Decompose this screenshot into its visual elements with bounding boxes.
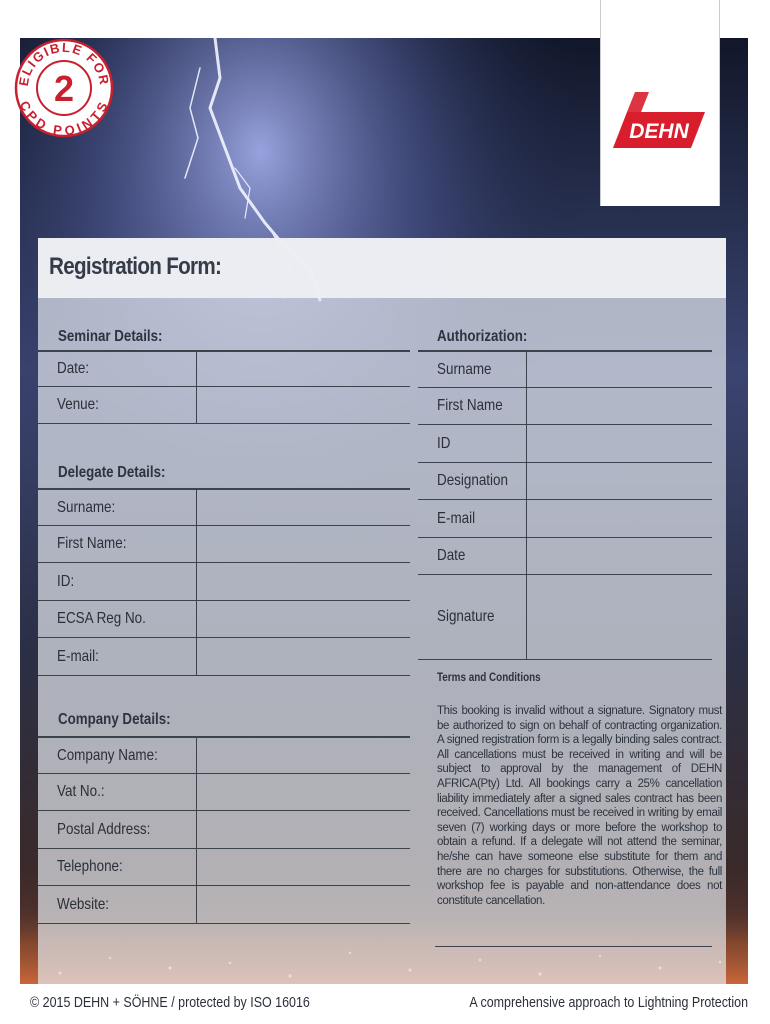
registration-form	[38, 238, 726, 984]
field-label: Vat No.:	[57, 783, 105, 800]
copyright-text: © 2015 DEHN + SÖHNE / protected by ISO 16016	[30, 995, 310, 1011]
delegate-details-title: Delegate Details:	[58, 464, 166, 481]
badge-top-text: ELIGIBLE FOR	[15, 39, 113, 88]
form-row-venue	[38, 387, 410, 424]
auth-row-id	[418, 425, 712, 463]
form-row-id	[38, 563, 410, 601]
badge-bottom-text: CPD POINTS	[16, 98, 112, 138]
auth-first-name-field[interactable]	[526, 388, 712, 424]
delegate-surname-field[interactable]	[196, 490, 410, 525]
form-title: Registration Form:	[49, 253, 222, 280]
logo-text: DEHN	[629, 120, 689, 143]
auth-row-signature	[418, 575, 712, 660]
delegate-id-field[interactable]	[196, 563, 410, 600]
field-label: E-mail:	[57, 647, 99, 665]
auth-id-field[interactable]	[526, 425, 712, 462]
postal-address-field[interactable]	[196, 811, 410, 848]
auth-date-field[interactable]	[526, 538, 712, 574]
form-row-surname	[38, 488, 410, 526]
terms-divider	[435, 946, 712, 947]
authorization-table	[418, 350, 712, 660]
date-field[interactable]	[196, 352, 410, 386]
field-label: Surname:	[57, 498, 116, 516]
signature-field[interactable]	[526, 575, 712, 659]
field-label: E-mail	[437, 509, 476, 527]
form-row-date	[38, 350, 410, 387]
form-row-postal-address	[38, 811, 410, 849]
authorization-title: Authorization:	[437, 328, 528, 345]
logo-panel	[600, 0, 720, 206]
seminar-details-title: Seminar Details:	[58, 328, 163, 345]
auth-row-surname	[418, 350, 712, 388]
cpd-points-badge	[14, 38, 114, 138]
terms-body: This booking is invalid without a signature. Signatory must be authorized to sign on behalf of contracting organization. A signed registration form is a legally binding sales contract. All cancellations must be received in writing and will be subject to approval by the management of DEHN AFRICA(Pty) Ltd. All bookings carry a 25% cancellation liability immediately after a signed sales contract has been received. Cancellations must be received in writing by email seven (7) working days or more before the workshop to obtain a refund. If a delegate will not attend the seminar, he/she can have someone else substitute for them and there are no charges for substitutions. Otherwise, the full workshop fee is payable and non-attendance does not constitute cancellation.	[437, 705, 722, 907]
designation-field[interactable]	[526, 463, 712, 499]
field-label: ID	[437, 434, 451, 452]
company-details-table	[38, 736, 410, 924]
form-row-company-name	[38, 736, 410, 774]
auth-row-first-name	[418, 388, 712, 425]
auth-row-designation	[418, 463, 712, 500]
field-label: First Name	[437, 397, 503, 414]
venue-field[interactable]	[196, 387, 410, 423]
field-label: ID:	[57, 572, 75, 590]
field-label: ECSA Reg No.	[57, 610, 146, 627]
field-label: Company Name:	[57, 746, 158, 764]
badge-number: 2	[53, 68, 75, 109]
auth-row-date	[418, 538, 712, 575]
field-label: Telephone:	[57, 858, 123, 875]
website-field[interactable]	[196, 886, 410, 923]
field-label: First Name:	[57, 535, 127, 552]
dehn-logo	[601, 0, 719, 206]
form-row-ecsa	[38, 601, 410, 638]
form-row-website	[38, 886, 410, 924]
field-label: Postal Address:	[57, 820, 151, 838]
field-label: Designation	[437, 472, 508, 489]
field-label: Website:	[57, 895, 110, 913]
company-details-title: Company Details:	[58, 711, 171, 728]
field-label: Date	[437, 547, 466, 564]
auth-email-field[interactable]	[526, 500, 712, 537]
auth-row-email	[418, 500, 712, 538]
delegate-email-field[interactable]	[196, 638, 410, 675]
form-row-first-name	[38, 526, 410, 563]
field-label: Venue:	[57, 396, 99, 413]
seminar-details-table	[38, 350, 410, 424]
delegate-first-name-field[interactable]	[196, 526, 410, 562]
vat-field[interactable]	[196, 774, 410, 810]
form-row-telephone	[38, 849, 410, 886]
field-label: Date:	[57, 360, 90, 377]
tagline-text: A comprehensive approach to Lightning Protection	[469, 995, 748, 1011]
form-row-email	[38, 638, 410, 676]
company-name-field[interactable]	[196, 738, 410, 773]
ecsa-reg-field[interactable]	[196, 601, 410, 637]
telephone-field[interactable]	[196, 849, 410, 885]
form-row-vat	[38, 774, 410, 811]
form-header	[38, 238, 726, 298]
field-label: Surname	[437, 360, 492, 378]
delegate-details-table	[38, 488, 410, 676]
auth-surname-field[interactable]	[526, 352, 712, 387]
terms-title: Terms and Conditions	[437, 672, 541, 684]
field-label: Signature	[437, 608, 495, 625]
